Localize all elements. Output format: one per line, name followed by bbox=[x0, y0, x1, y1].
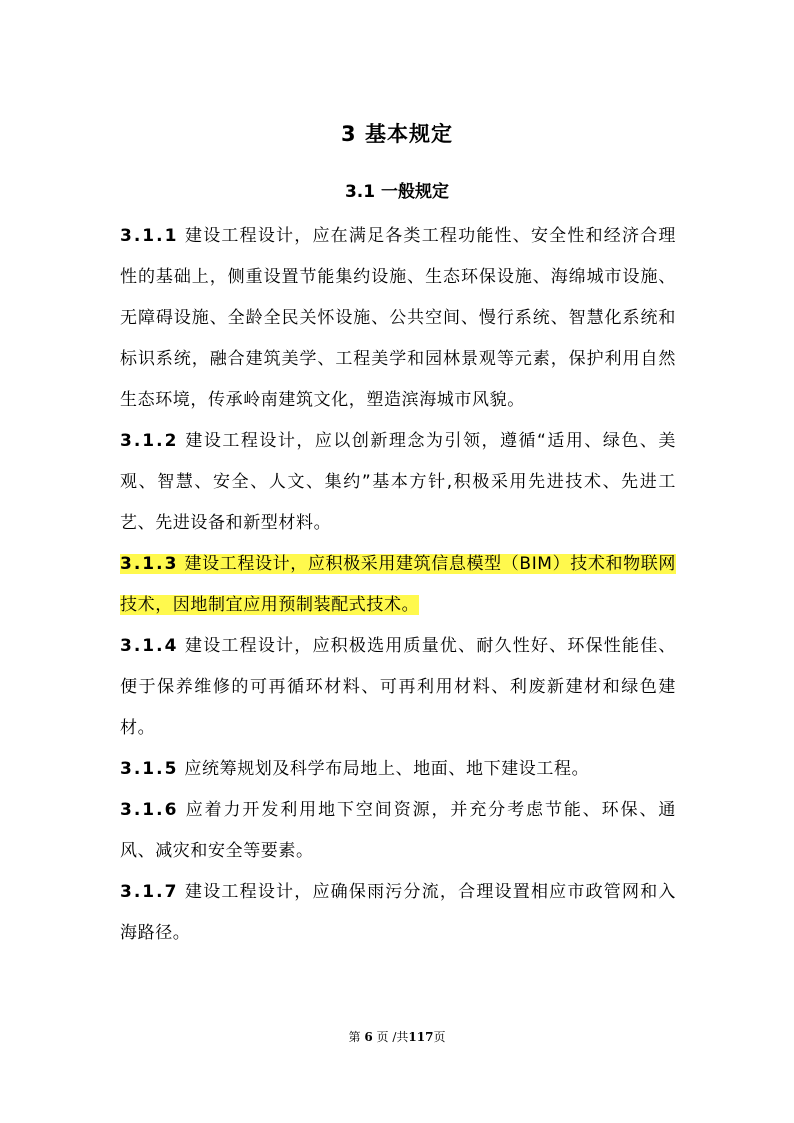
clause-number: 3.1.3 bbox=[120, 554, 179, 574]
clause-number: 3.1.4 bbox=[120, 636, 179, 656]
clause-text: 建设工程设计，应积极采用建筑信息模型（BIM）技术和物联网技术，因地制宜应用预制装配式技术。 bbox=[120, 554, 676, 615]
highlight-mark bbox=[120, 554, 676, 615]
clause-3-1-5 bbox=[120, 749, 676, 790]
clause-list bbox=[120, 216, 676, 954]
clause-number: 3.1.6 bbox=[120, 800, 179, 820]
clause-3-1-4 bbox=[120, 626, 676, 749]
page-footer bbox=[0, 1028, 794, 1045]
clause-text: 建设工程设计，应确保雨污分流，合理设置相应市政管网和入海路径。 bbox=[120, 882, 676, 943]
clause-3-1-7 bbox=[120, 872, 676, 954]
clause-3-1-1 bbox=[120, 216, 676, 421]
footer-prefix: 第 bbox=[348, 1030, 361, 1044]
clause-number: 3.1.2 bbox=[120, 431, 179, 451]
clause-number: 3.1.5 bbox=[120, 759, 179, 779]
clause-3-1-3 bbox=[120, 544, 676, 626]
page-number: 6 bbox=[364, 1030, 373, 1044]
clause-3-1-2 bbox=[120, 421, 676, 544]
clause-text: 应着力开发利用地下空间资源，并充分考虑节能、环保、通风、减灾和安全等要素。 bbox=[120, 800, 676, 861]
clause-3-1-6 bbox=[120, 790, 676, 872]
footer-suffix: 页 bbox=[433, 1030, 446, 1044]
chapter-title: 3 基本规定 bbox=[341, 122, 453, 146]
clause-number: 3.1.1 bbox=[120, 226, 179, 246]
clause-text: 建设工程设计，应在满足各类工程功能性、安全性和经济合理性的基础上，侧重设置节能集约设施、生态环保设施、海绵城市设施、无障碍设施、全龄全民关怀设施、公共空间、慢行系统、智慧化系统和标识系统，融合建筑美学、工程美学和园林景观等元素，保护利用自然生态环境，传承岭南建筑文化，塑造滨海城市风貌。 bbox=[120, 226, 676, 410]
clause-text: 应统筹规划及科学布局地上、地面、地下建设工程。 bbox=[184, 759, 590, 779]
footer-middle: 页 /共 bbox=[376, 1030, 409, 1044]
clause-text: 建设工程设计，应以创新理念为引领，遵循“适用、绿色、美观、智慧、安全、人文、集约”基本方针,积极采用先进技术、先进工艺、先进设备和新型材料。 bbox=[120, 431, 676, 533]
clause-text: 建设工程设计，应积极选用质量优、耐久性好、环保性能佳、便于保养维修的可再循环材料、可再利用材料、利废新建材和绿色建材。 bbox=[120, 636, 676, 738]
clause-number: 3.1.7 bbox=[120, 882, 179, 902]
page-total: 117 bbox=[408, 1030, 434, 1044]
section-title: 3.1 一般规定 bbox=[344, 182, 450, 202]
